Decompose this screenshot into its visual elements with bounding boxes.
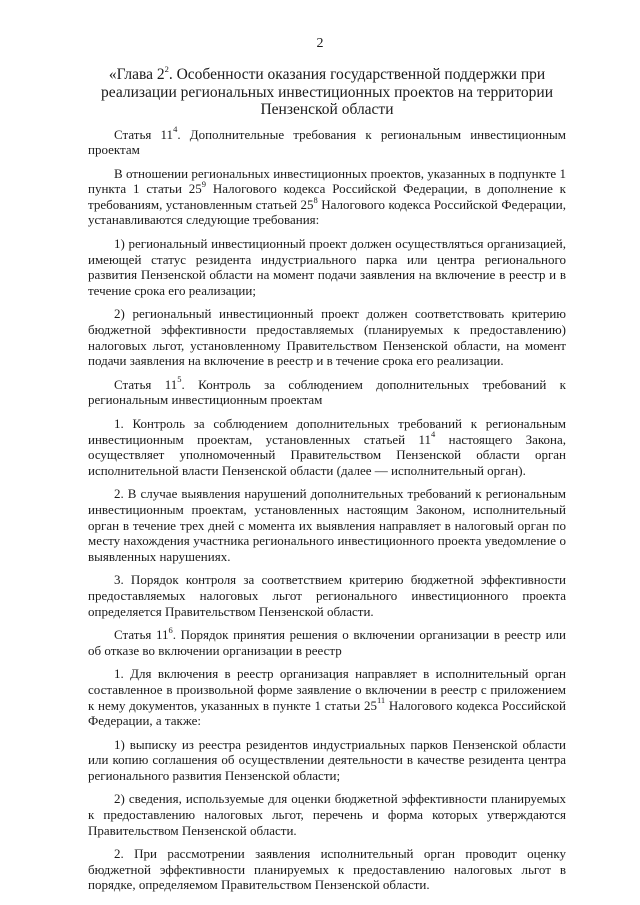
superscript: 4 (431, 429, 436, 440)
procedure-item-1: 1) выписку из реестра резидентов индустриальных парков Пензенской области или копию соглашения об осуществлении деятельности в качестве резидента центра регионального развития Пензенской области; (88, 736, 566, 783)
text-fragment: Налогового кодекса Российской Федерации, а также: (88, 697, 566, 729)
chapter-title-rest: . Особенности оказания государственной поддержки при реализации региональных инвестиционных проектов на территории Пензенской области (101, 66, 553, 118)
chapter-title-start: «Глава 2 (108, 66, 165, 83)
article-title: . Контроль за соблюдением дополнительных требований к региональным инвестиционным проектам (88, 376, 566, 408)
text-fragment: Налогового кодекса Российской Федерации, в дополнение к требованиям, установленным статьей 25 (88, 181, 566, 212)
control-paragraph-2: 2. В случае выявления нарушений дополнительных требований к региональным инвестиционным проектам, установленных настоящим Законом, исполнительный орган в течение трех дней с момента их выявления направляет в налоговый орган по месту нахождения участника регионального инвестиционного проекта уведомление о выявленных нарушениях. (88, 486, 566, 564)
article-heading-11-6 (88, 624, 566, 658)
text-fragment: Налогового кодекса Российской Федерации, устанавливаются следующие требования: (88, 196, 566, 228)
page-number: 2 (316, 36, 324, 51)
article-number: Статья 11 (114, 376, 178, 392)
document-body (88, 63, 566, 901)
superscript: 9 (201, 178, 207, 189)
article-heading-11-5 (88, 374, 566, 408)
article-intro-paragraph (88, 166, 566, 228)
chapter-title-superscript: 2 (164, 63, 169, 74)
control-paragraph-1 (88, 416, 566, 478)
requirement-item-1: 1) региональный инвестиционный проект должен осуществляться организацией, имеющей статус резидента индустриального парка или центра регионального развития Пензенской области на момент подачи заявления на включение в реестр и в течение срока его реализации; (88, 236, 566, 298)
text-fragment: настоящего Закона, осуществляет уполномоченный Правительством Пензенской области орган исполнительной власти Пензенской области (далее — исполнительный орган). (88, 431, 566, 478)
superscript: 11 (376, 695, 386, 706)
procedure-paragraph-1 (88, 666, 566, 728)
article-number: Статья 11 (114, 627, 169, 643)
text-fragment: 1. Контроль за соблюдением дополнительных требований к региональным инвестиционным проектам, установленных статьей 11 (88, 416, 566, 447)
text-fragment: В отношении региональных инвестиционных проектов, указанных в подпункте 1 пункта 1 статьи 25 (88, 165, 566, 197)
requirement-item-2: 2) региональный инвестиционный проект должен соответствовать критерию бюджетной эффективности предоставляемых (планируемых к предоставлению) налоговых льгот, установленному Правительством Пензенской области, на момент подачи заявления на включение в реестр и в течение срока его реализации. (88, 306, 566, 369)
article-superscript: 5 (177, 374, 182, 385)
control-paragraph-3: 3. Порядок контроля за соответствием критерию бюджетной эффективности предоставляемых налоговых льгот регионального инвестиционного проекта определяется Правительством Пензенской области. (88, 572, 566, 619)
procedure-paragraph-2: 2. При рассмотрении заявления исполнительный орган проводит оценку бюджетной эффективности планируемых к предоставлению налоговых льгот в порядке, определяемом Правительством Пензенской области. (88, 846, 566, 893)
article-title: . Порядок принятия решения о включении организации в реестр или об отказе во включении организации в реестр (88, 627, 566, 658)
article-superscript: 6 (168, 624, 173, 635)
procedure-item-2: 2) сведения, используемые для оценки бюджетной эффективности планируемых к предоставлению налоговых льгот, перечень и форма которых утверждаются Правительством Пензенской области. (88, 791, 566, 838)
article-number: Статья 11 (114, 126, 174, 142)
chapter-title (88, 63, 566, 119)
text-fragment: 1. Для включения в реестр организация направляет в исполнительный орган составленное в произвольной форме заявление о включении в реестр с приложением к нему документов, указанных в пункте 1 статьи 25 (88, 666, 566, 713)
article-superscript: 4 (173, 124, 178, 135)
article-heading-11-4 (88, 124, 566, 158)
superscript: 8 (313, 194, 318, 205)
article-title: . Дополнительные требования к региональным инвестиционным проектам (88, 126, 566, 158)
